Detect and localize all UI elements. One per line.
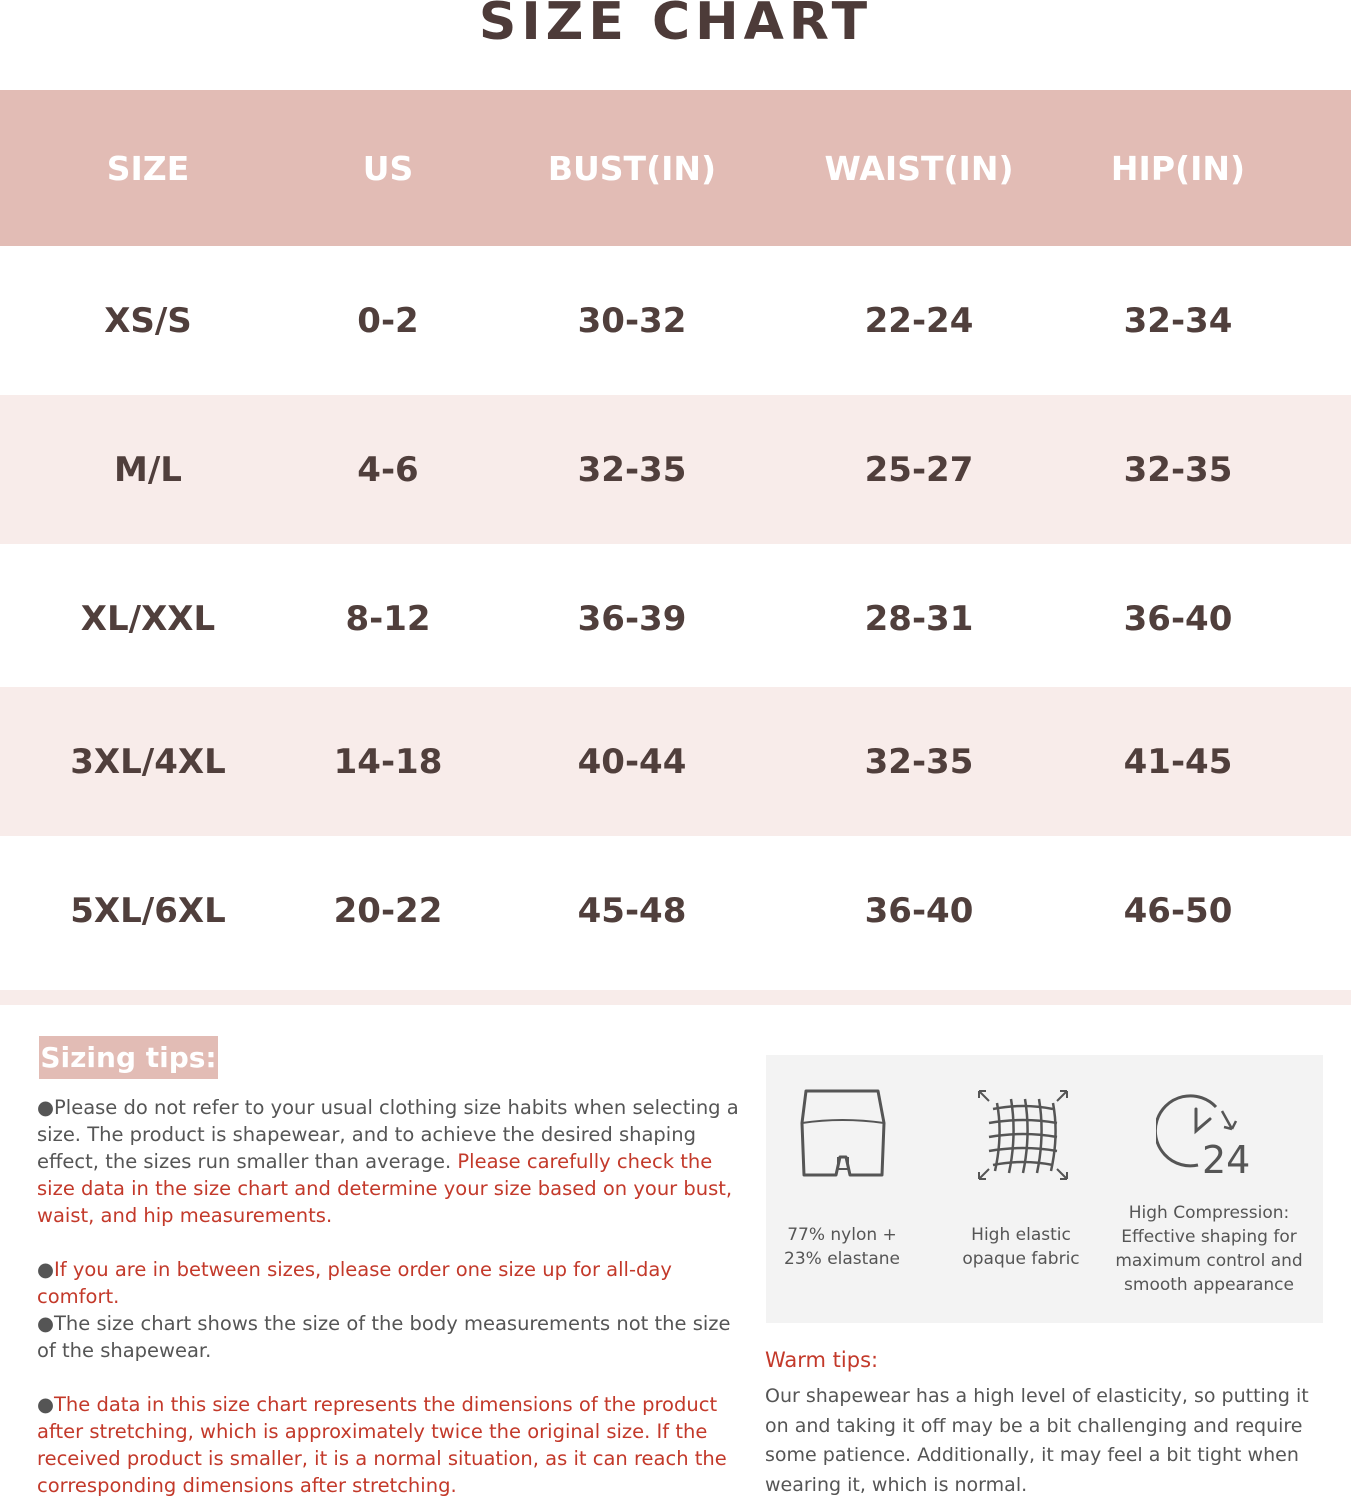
feature-line: Effective shaping for	[1121, 1227, 1297, 1247]
cell-us: 8-12	[345, 598, 431, 639]
header-waist: WAIST(IN)	[824, 148, 1014, 188]
table-row	[0, 246, 1351, 395]
table-row	[0, 836, 1351, 985]
cell-size: M/L	[114, 449, 182, 490]
feature-nylon-label	[772, 1223, 912, 1271]
header-size: SIZE	[106, 148, 190, 188]
header-hip: HIP(IN)	[1110, 148, 1246, 188]
header-bust: BUST(IN)	[547, 148, 717, 188]
cell-us: 0-2	[357, 300, 419, 341]
cell-waist: 36-40	[864, 890, 974, 931]
cell-waist: 25-27	[864, 449, 974, 490]
feature-compression-label	[1106, 1201, 1312, 1297]
24-hour-icon-text: 24	[1202, 1138, 1251, 1177]
bullet: ●	[37, 1258, 55, 1281]
page-title: SIZE CHART	[478, 0, 873, 52]
table-row	[0, 687, 1351, 836]
cell-size: 3XL/4XL	[70, 741, 226, 782]
table-header	[0, 90, 1351, 246]
24-hour-icon	[1156, 1091, 1256, 1177]
sizing-tip-3: ●The size chart shows the size of the body measurements not the size of the shapewear.	[37, 1312, 731, 1362]
sizing-tip-1	[37, 1094, 749, 1229]
cell-waist: 32-35	[864, 741, 974, 782]
cell-hip: 46-50	[1123, 890, 1233, 931]
header-us: US	[362, 148, 414, 188]
cell-hip: 32-35	[1123, 449, 1233, 490]
features-panel	[766, 1055, 1323, 1323]
sizing-tip-4-text: The data in this size chart represents the dimensions of the product after stretching, which is approximately twice the original size. If the received product is smaller, it is a normal situation, as it can reach the corresponding dimensions after stretching.	[37, 1393, 727, 1497]
cell-waist: 28-31	[864, 598, 974, 639]
table-row	[0, 395, 1351, 544]
cell-bust: 30-32	[577, 300, 687, 341]
sizing-tips-label: Sizing tips:	[39, 1036, 218, 1079]
cell-bust: 40-44	[577, 741, 687, 782]
sizing-tip-1-highlight: Please carefully check the size data in the size chart and determine your size based on your bust, waist, and hip measurements.	[37, 1150, 733, 1227]
cell-waist: 22-24	[864, 300, 974, 341]
feature-elastic-label	[946, 1223, 1096, 1271]
feature-line: opaque fabric	[962, 1249, 1080, 1269]
sizing-tip-2	[37, 1256, 749, 1310]
feature-line: 77% nylon +	[787, 1225, 897, 1245]
feature-line: High Compression:	[1128, 1203, 1290, 1223]
shorts-icon	[798, 1087, 888, 1179]
cell-us: 4-6	[357, 449, 419, 490]
cell-bust: 32-35	[577, 449, 687, 490]
table-row	[0, 544, 1351, 693]
divider	[0, 990, 1351, 1005]
feature-line: smooth appearance	[1124, 1275, 1294, 1295]
cell-bust: 36-39	[577, 598, 687, 639]
cell-hip: 36-40	[1123, 598, 1233, 639]
cell-hip: 41-45	[1123, 741, 1233, 782]
warm-tips-text: Our shapewear has a high level of elasticity, so putting it on and taking it off may be a bit challenging and require some patience. Additionally, it may feel a bit tight when wearing it, which is normal.	[765, 1385, 1309, 1496]
cell-us: 20-22	[333, 890, 443, 931]
sizing-tip-1-text: ●Please do not refer to your usual clothing size habits when selecting a size. The product is shapewear, and to achieve the desired shaping effect, the sizes run smaller than average.	[37, 1096, 739, 1173]
feature-line: High elastic	[971, 1225, 1071, 1245]
sizing-tip-4	[37, 1391, 727, 1499]
feature-line: maximum control and	[1115, 1251, 1303, 1271]
cell-size: 5XL/6XL	[70, 890, 226, 931]
cell-bust: 45-48	[577, 890, 687, 931]
cell-us: 14-18	[333, 741, 443, 782]
cell-hip: 32-34	[1123, 300, 1233, 341]
sizing-tip-2-text: If you are in between sizes, please order one size up for all-day comfort.	[37, 1258, 672, 1308]
stretch-fabric-icon	[973, 1087, 1073, 1183]
warm-tips-label: Warm tips:	[765, 1348, 879, 1372]
bullet: ●	[37, 1393, 55, 1416]
cell-size: XS/S	[104, 300, 192, 341]
cell-size: XL/XXL	[80, 598, 216, 639]
feature-line: 23% elastane	[784, 1249, 900, 1269]
